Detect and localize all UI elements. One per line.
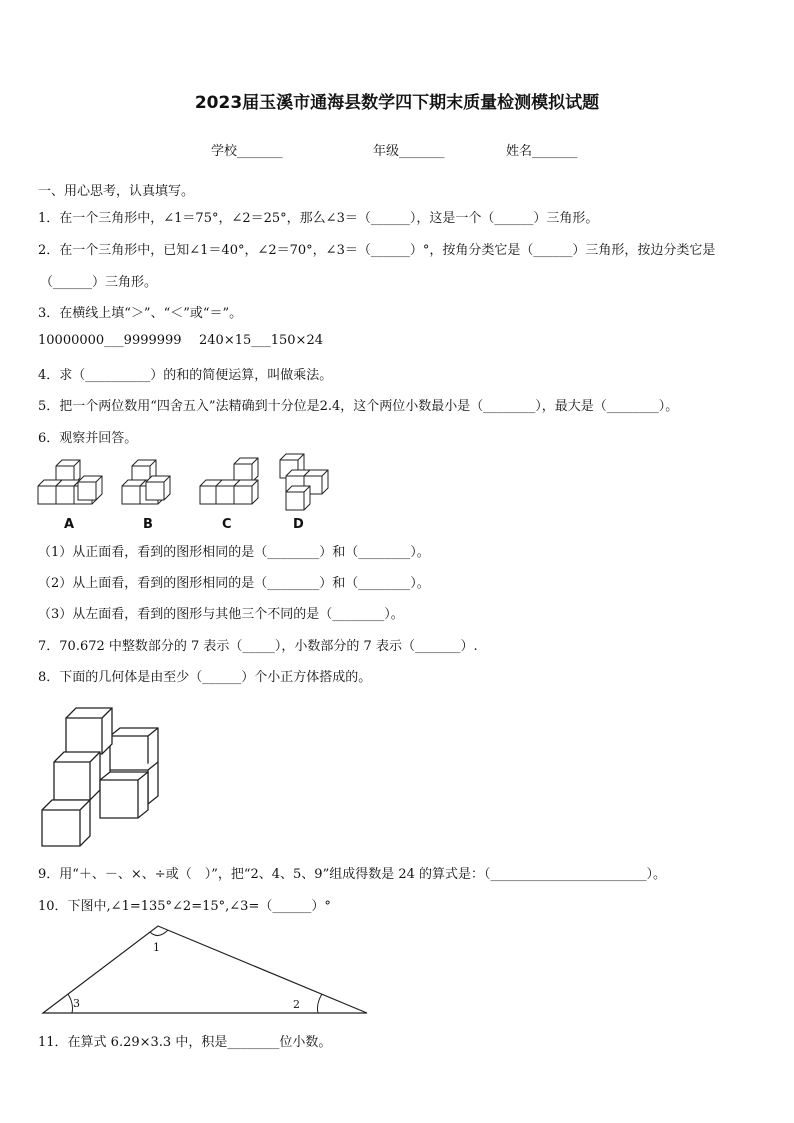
- figure-c: [200, 458, 258, 504]
- name-label: 姓名: [506, 144, 533, 159]
- figure-label-b: B: [143, 517, 153, 532]
- section-heading: 一、用心思考，认真填写。: [38, 184, 195, 199]
- page-title: 2023届玉溪市通海县数学四下期末质量检测模拟试题: [194, 93, 600, 113]
- cube-figures: [34, 450, 334, 512]
- figure-d: [280, 454, 328, 510]
- question-4: 4．求（__________）的和的简便运算，叫做乘法。: [38, 368, 333, 383]
- figure-label-d: D: [293, 517, 304, 532]
- angle-3-label: 3: [73, 997, 80, 1010]
- question-1: 1．在一个三角形中，∠1＝75°，∠2＝25°，那么∠3＝（______），这是一个（______）三角形。: [38, 211, 599, 226]
- question-6: 6．观察并回答。: [38, 431, 138, 446]
- stacked-cubes-figure: [38, 704, 162, 848]
- name-blank: _______: [532, 144, 578, 159]
- question-2-cont: （______）三角形。: [40, 275, 158, 290]
- grade-field: [373, 140, 445, 159]
- question-9: 9．用“＋、－、×、÷或（ ）”，把“2、4、5、9”组成得数是 24 的算式是：（________________________）。: [38, 867, 667, 882]
- school-label: 学校: [211, 144, 238, 159]
- triangle-figure: [40, 920, 372, 1018]
- school-field: [211, 140, 283, 159]
- grade-label: 年级: [373, 144, 400, 159]
- question-6-part-3: （3）从左面看，看到的图形与其他三个不同的是（________）。: [38, 607, 404, 622]
- question-7: 7．70.672 中整数部分的 7 表示（_____），小数部分的 7 表示（_______）.: [38, 639, 478, 654]
- question-2: 2．在一个三角形中，已知∠1＝40°，∠2＝70°，∠3＝（______）°，按角分类它是（______）三角形，按边分类它是: [38, 243, 716, 258]
- question-6-part-2: （2）从上面看，看到的图形相同的是（________）和（________）。: [38, 576, 430, 591]
- question-3: 3．在横线上填“＞”、“＜”或“＝”。: [38, 306, 243, 321]
- angle-2-label: 2: [293, 998, 300, 1011]
- question-5: 5．把一个两位数用“四舍五入”法精确到十分位是2.4，这个两位小数最小是（________），最大是（________）。: [38, 399, 679, 414]
- name-field: [506, 140, 578, 159]
- figure-b: [122, 460, 170, 504]
- school-blank: _______: [237, 144, 283, 159]
- grade-blank: _______: [399, 144, 445, 159]
- figure-a: [38, 460, 102, 504]
- question-10: 10．下图中,∠1=135°∠2=15°,∠3=（______）°: [38, 899, 331, 914]
- figure-label-c: C: [222, 517, 232, 532]
- question-3-compare-b: 240×15___150×24: [199, 333, 323, 348]
- angle-1-label: 1: [153, 941, 160, 954]
- figure-label-a: A: [64, 517, 75, 532]
- question-6-part-1: （1）从正面看，看到的图形相同的是（________）和（________）。: [38, 545, 430, 560]
- question-8: 8．下面的几何体是由至少（______）个小正方体搭成的。: [38, 670, 372, 685]
- question-11: 11．在算式 6.29×3.3 中，积是________位小数。: [38, 1035, 332, 1050]
- question-3-compare-a: 10000000___9999999: [38, 333, 182, 348]
